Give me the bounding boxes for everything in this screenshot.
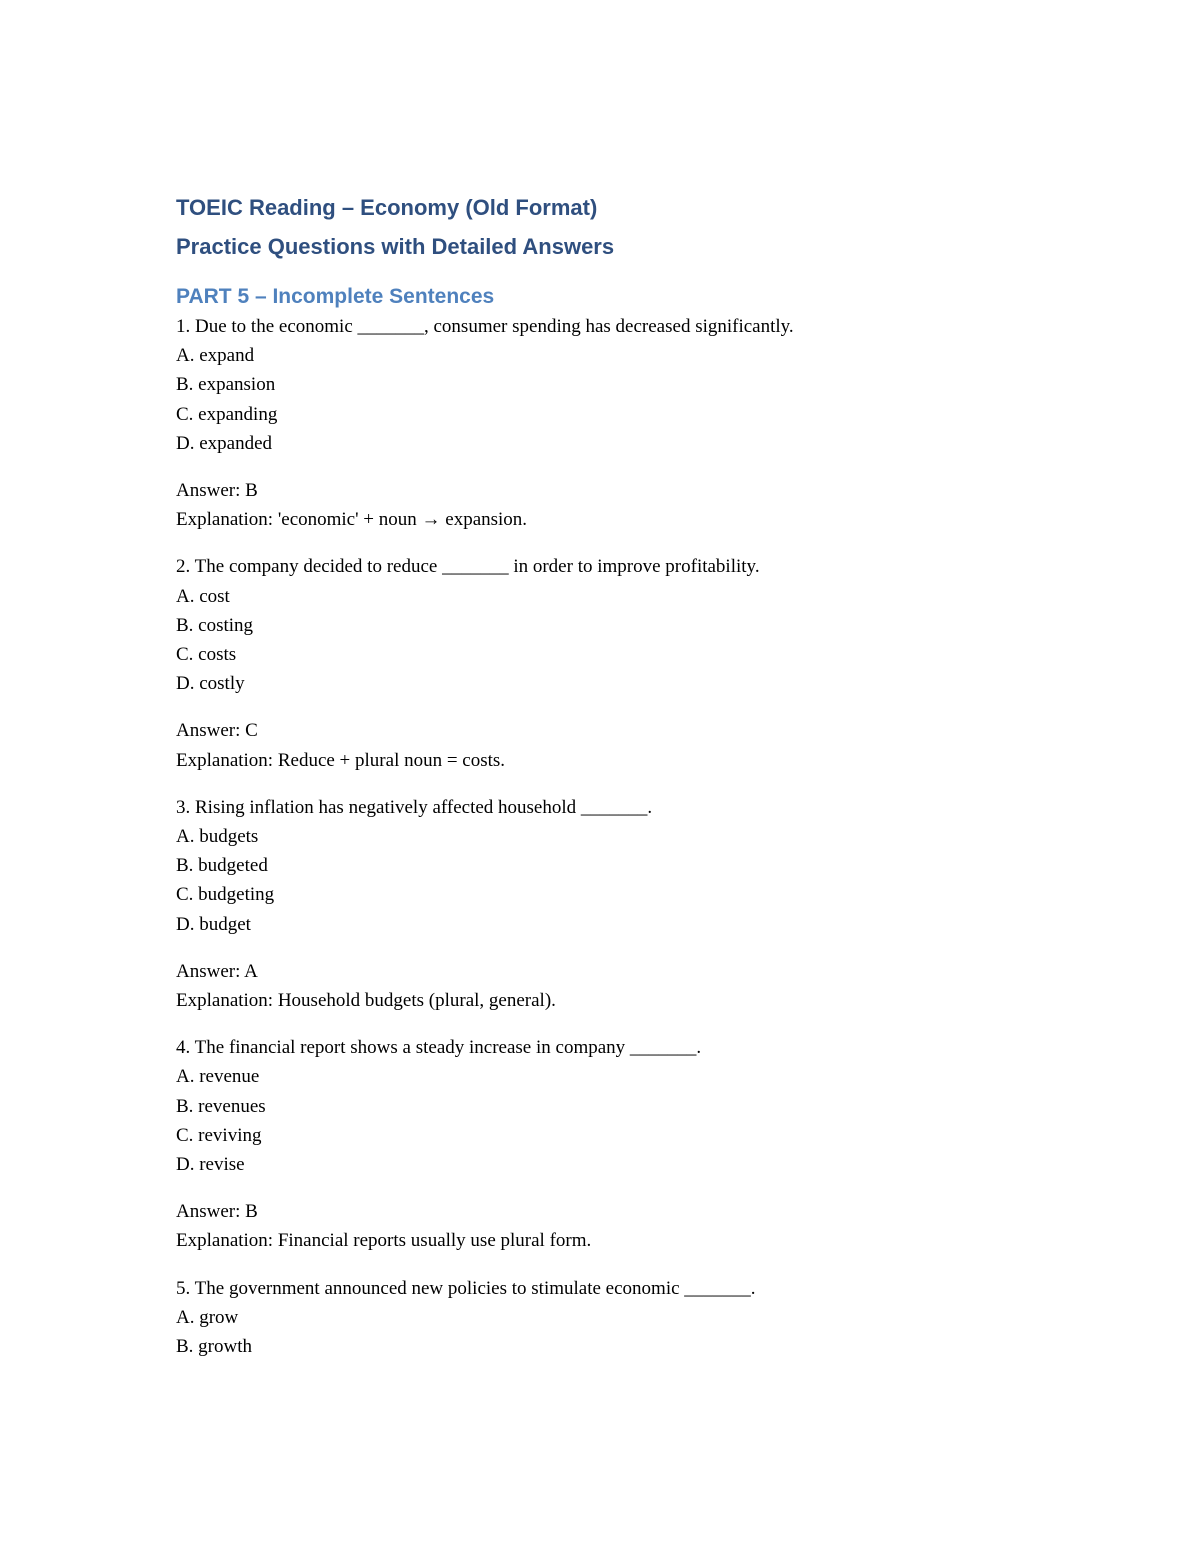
option-b: B. budgeted [176, 855, 268, 877]
question-4 [176, 1033, 1076, 1255]
answer-block [176, 1197, 1076, 1255]
option-c: C. budgeting [176, 884, 275, 906]
option-a: A. budgets [176, 826, 259, 848]
answer-block [176, 476, 1076, 534]
answer-text: Answer: C [176, 720, 258, 742]
question-1 [176, 312, 1076, 534]
explanation-text: Explanation: 'economic' + noun → expansion. [176, 509, 528, 531]
document-subtitle: Practice Questions with Detailed Answers [176, 234, 615, 259]
option-b: B. costing [176, 614, 254, 636]
option-b: B. revenues [176, 1095, 266, 1117]
answer-text: Answer: A [176, 960, 258, 982]
option-c: C. expanding [176, 403, 278, 425]
option-a: A. cost [176, 585, 230, 607]
part5-heading: PART 5 – Incomplete Sentences [176, 285, 495, 308]
question-5 [176, 1274, 1076, 1362]
question-prompt: 4. The financial report shows a steady increase in company _______. [176, 1037, 702, 1059]
option-c: C. costs [176, 644, 237, 666]
explanation-text: Explanation: Reduce + plural noun = costs. [176, 749, 506, 771]
option-b: B. growth [176, 1336, 252, 1358]
answer-text: Answer: B [176, 480, 258, 502]
answer-block [176, 957, 1076, 1015]
question-prompt: 2. The company decided to reduce _______ in order to improve profitability. [176, 556, 760, 578]
option-d: D. budget [176, 913, 251, 935]
option-a: A. grow [176, 1306, 239, 1328]
answer-text: Answer: B [176, 1201, 258, 1223]
document-title: TOEIC Reading – Economy (Old Format) [176, 195, 598, 220]
option-c: C. reviving [176, 1124, 262, 1146]
question-2 [176, 552, 1076, 774]
document-page [176, 188, 1076, 1361]
explanation-text: Explanation: Financial reports usually use plural form. [176, 1230, 592, 1252]
question-prompt: 5. The government announced new policies to stimulate economic _______. [176, 1277, 756, 1299]
option-d: D. expanded [176, 432, 273, 454]
question-prompt: 1. Due to the economic _______, consumer spending has decreased significantly. [176, 316, 794, 337]
explanation-text: Explanation: Household budgets (plural, general). [176, 990, 556, 1012]
option-d: D. revise [176, 1154, 245, 1176]
answer-block [176, 716, 1076, 774]
question-3 [176, 793, 1076, 1015]
option-d: D. costly [176, 673, 245, 695]
option-a: A. expand [176, 345, 255, 367]
option-b: B. expansion [176, 374, 276, 396]
question-prompt: 3. Rising inflation has negatively affected household _______. [176, 796, 653, 818]
option-a: A. revenue [176, 1066, 260, 1088]
